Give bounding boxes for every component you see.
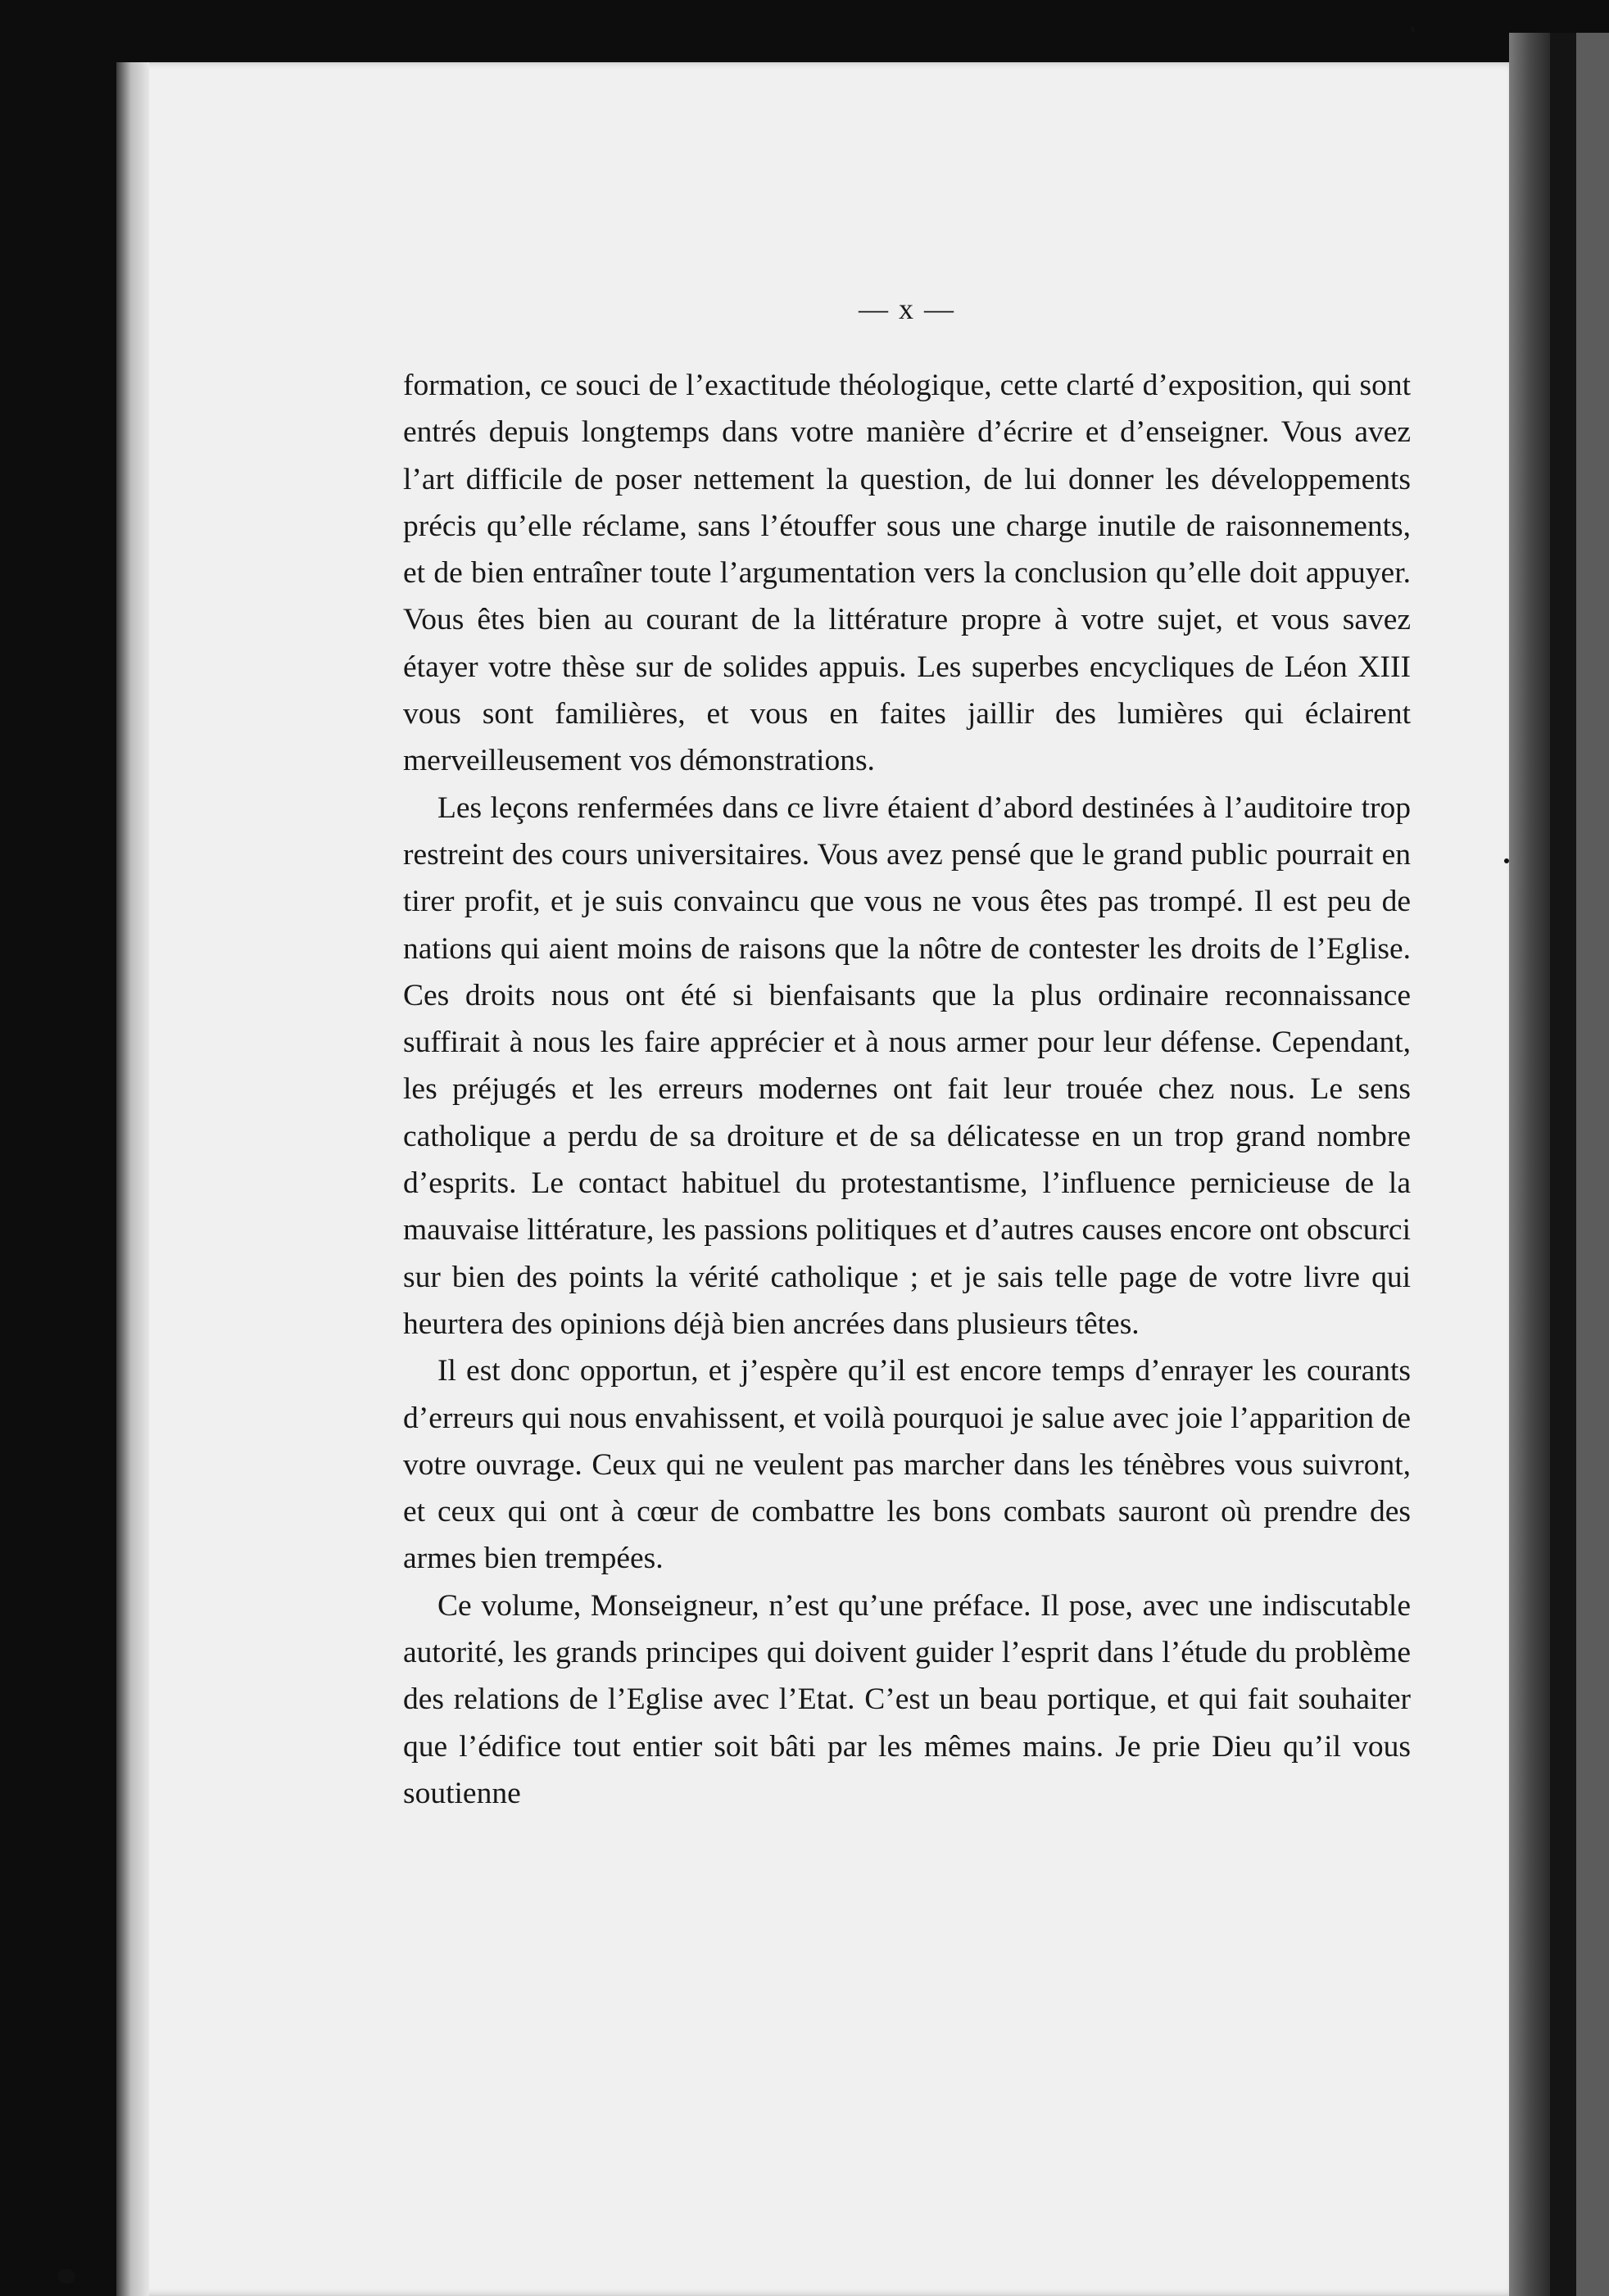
scan-speck [57, 2269, 75, 2284]
paragraph-3: Il est donc opportun, et j’espère qu’il est encore temps d’enrayer les courants d’erreurs qui nous envahissent, et voilà pourquoi je salue avec joie l’apparition de votre ouvrage. Ceux qui ne veulent pas marcher dans les ténèbres vous suivront, et ceux qui ont à cœur de combattre les bons combats sauront où prendre des armes bien trempées. [403, 1354, 1411, 1576]
book-edge-right [1509, 33, 1550, 2296]
paragraph-1: formation, ce souci de l’exactitude théologique, cette clarté d’exposition, qui sont entrés depuis longtemps dans votre manière d’écrire et d’enseigner. Vous avez l’art difficile de poser nettement la question, de lui donner les développements précis qu’elle réclame, sans l’étouffer sous une charge inutile de raisonnements, et de bien entraîner toute l’argumentation vers la conclusion qu’elle doit appuyer. Vous êtes bien au courant de la littérature propre à votre sujet, et vous savez étayer votre thèse sur de solides appuis. Les superbes encycliques de Léon XIII vous sont familières, et vous en faites jaillir des lumières qui éclairent merveilleusement vos démonstrations. [403, 369, 1411, 778]
page-binding-shadow [116, 62, 149, 2296]
scan-speck [1504, 858, 1509, 863]
page-body-text [403, 362, 1411, 1817]
paragraph-4: Ce volume, Monseigneur, n’est qu’une préface. Il pose, avec une indiscutable autorité, les grands principes qui doivent guider l’esprit dans l’étude du problème des relations de l’Eglise avec l’Etat. C’est un beau portique, et qui fait souhaiter que l’édifice tout entier soit bâti par les mêmes mains. Je prie Dieu qu’il vous soutienne [403, 1588, 1411, 1810]
book-edge-far-right [1576, 33, 1609, 2296]
page-number-header: — x — [859, 292, 955, 325]
paragraph-2: Les leçons renfermées dans ce livre étaient d’abord destinées à l’auditoire trop restreint des cours universitaires. Vous avez pensé que le grand public pourrait en tirer profit, et je suis convaincu que vous ne vous êtes pas trompé. Il est peu de nations qui aient moins de raisons que la nôtre de contester les droits de l’Eglise. Ces droits nous ont été si bienfaisants que la plus ordinaire reconnaissance suffirait à nous les faire apprécier et à nous armer pour leur défense. Cependant, les préjugés et les erreurs modernes ont fait leur trouée chez nous. Le sens catholique a perdu de sa droiture et de sa délicatesse en un trop grand nombre d’esprits. Le contact habituel du protestantisme, l’influence pernicieuse de la mauvaise littérature, les passions politiques et d’autres causes encore ont obscurci sur bien des points la vérité catholique ; et je sais telle page de votre livre qui heurtera des opinions déjà bien ancrées dans plusieurs têtes. [403, 790, 1411, 1341]
scan-speck [1411, 26, 1415, 33]
scan-border-right [1550, 33, 1576, 2296]
